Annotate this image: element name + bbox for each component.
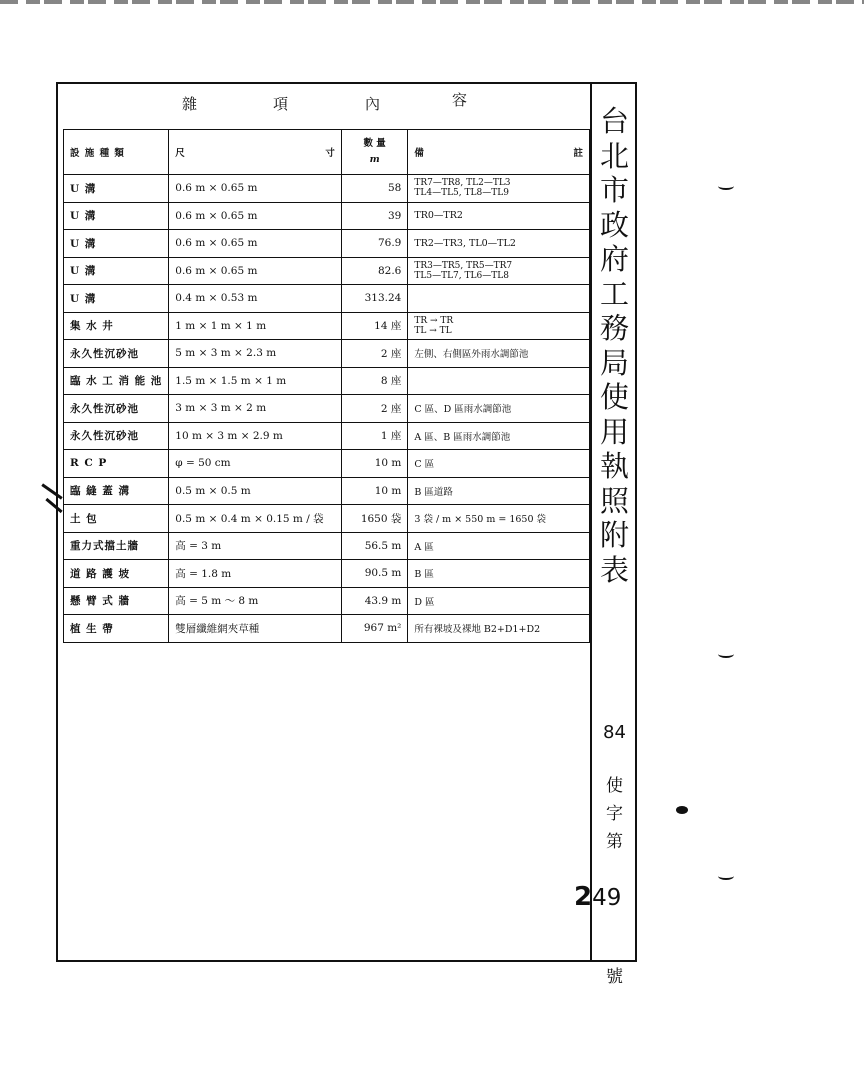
permit-di: 第: [606, 832, 623, 852]
qty-text: 2 座: [380, 347, 402, 360]
cell-size: [169, 175, 342, 203]
qty-text: 313.24: [364, 292, 402, 305]
type-text: 永久性沉砂池: [70, 402, 139, 415]
type-text: 臨 水 工 消 能 池: [70, 375, 163, 388]
size-text: 高 = 1.8 m: [175, 567, 232, 580]
table-row: [64, 367, 590, 395]
cell-qty: [341, 230, 408, 258]
permit-number-rest: 49: [592, 885, 622, 911]
col-size-left: 尺: [175, 148, 185, 159]
cell-note: [408, 257, 590, 285]
cell-note: [408, 175, 590, 203]
note-line-2: TL → TL: [414, 325, 452, 336]
qty-text: 58: [388, 182, 402, 195]
size-text: 5 m × 3 m × 2.3 m: [175, 347, 277, 360]
permit-prefix: [592, 772, 637, 856]
cell-type: [64, 202, 169, 230]
cell-note: [408, 395, 590, 423]
cell-note: [408, 285, 590, 313]
cell-note: [408, 505, 590, 533]
type-text: U 溝: [70, 265, 97, 278]
vertical-title-char: 台: [599, 104, 629, 138]
cell-note: [408, 367, 590, 395]
cell-size: [169, 587, 342, 615]
col-type: 設 施 種 類: [64, 130, 169, 175]
note-text: A 區: [414, 541, 434, 553]
size-text: φ = 50 cm: [175, 457, 231, 470]
cell-type: [64, 505, 169, 533]
size-text: 0.6 m × 0.65 m: [175, 182, 258, 195]
table-row: [64, 422, 590, 450]
vertical-title-char: 照: [599, 483, 629, 518]
cell-qty: [341, 257, 408, 285]
cell-size: [169, 367, 342, 395]
cell-type: [64, 395, 169, 423]
vertical-title-char: 工: [599, 276, 629, 311]
cell-size: [169, 340, 342, 368]
type-text: R C P: [70, 457, 108, 470]
col-size-right: 寸: [325, 148, 335, 159]
note-line-2: TL5—TL7, TL6—TL8: [414, 270, 509, 281]
header-zaxiang: 雜: [182, 95, 198, 113]
header-rong: 容: [452, 91, 468, 109]
qty-text: 10 m: [374, 457, 402, 470]
cell-note: [408, 202, 590, 230]
cell-size: [169, 532, 342, 560]
vertical-title-char: 使: [599, 380, 629, 414]
cell-qty: [341, 367, 408, 395]
permit-number-prefix: 2: [574, 882, 593, 912]
col-qty-unit: m: [369, 154, 380, 165]
size-text: 1.5 m × 1.5 m × 1 m: [175, 374, 287, 387]
note-text: 左側、右側區外雨水調節池: [414, 349, 529, 361]
cell-qty: [341, 175, 408, 203]
type-text: 重力式擋土牆: [70, 540, 139, 553]
cell-type: [64, 615, 169, 643]
cell-type: [64, 230, 169, 258]
vertical-title-char: 市: [599, 173, 629, 207]
cell-size: [169, 230, 342, 258]
size-text: 高 = 3 m: [175, 540, 222, 553]
page-number: 84: [603, 722, 626, 743]
vertical-title-char: 政: [599, 207, 629, 242]
table-row: [64, 285, 590, 313]
cell-size: [169, 615, 342, 643]
cell-qty: [341, 560, 408, 588]
cell-note: [408, 532, 590, 560]
vertical-title-char: 附: [599, 518, 629, 552]
col-note-right: 註: [573, 148, 583, 159]
cell-type: [64, 587, 169, 615]
qty-text: 82.6: [377, 264, 402, 277]
type-text: 土 包: [70, 512, 98, 525]
qty-text: 90.5 m: [364, 567, 402, 580]
note-text: A 區、B 區雨水調節池: [414, 431, 511, 443]
binding-mark: [718, 182, 734, 190]
table-row: [64, 230, 590, 258]
cell-qty: [341, 312, 408, 340]
cell-qty: [341, 422, 408, 450]
note-line-1: TR3—TR5, TR5—TR7: [414, 260, 513, 271]
table-row: [64, 450, 590, 478]
binding-mark: [718, 872, 734, 880]
table-row: [64, 257, 590, 285]
cell-size: [169, 285, 342, 313]
ink-speck: [676, 806, 688, 814]
size-text: 雙層纖維網夾草種: [175, 622, 260, 635]
cell-note: [408, 477, 590, 505]
cell-size: [169, 477, 342, 505]
table-row: [64, 505, 590, 533]
type-text: U 溝: [70, 292, 97, 305]
cell-type: [64, 257, 169, 285]
cell-type: [64, 312, 169, 340]
vertical-title-char: 用: [599, 414, 629, 449]
qty-text: 56.5 m: [364, 539, 402, 552]
table-row: [64, 615, 590, 643]
size-text: 1 m × 1 m × 1 m: [175, 319, 267, 332]
col-qty: [341, 130, 408, 175]
cell-qty: [341, 202, 408, 230]
vertical-title-char: 局: [599, 345, 629, 380]
table-row: [64, 175, 590, 203]
table-row: [64, 395, 590, 423]
note-text: 所有裸坡及裸地 B2+D1+D2: [414, 624, 541, 636]
type-text: 道 路 護 坡: [70, 567, 130, 580]
size-text: 0.6 m × 0.65 m: [175, 237, 258, 250]
table-row: [64, 587, 590, 615]
size-text: 10 m × 3 m × 2.9 m: [175, 429, 283, 442]
size-text: 0.6 m × 0.65 m: [175, 209, 258, 222]
scan-edge: [0, 0, 864, 4]
note-text: C 區、D 區雨水調節池: [414, 404, 512, 416]
vertical-title-char: 執: [599, 449, 629, 483]
size-text: 高 = 5 m ～ 8 m: [175, 595, 259, 608]
vertical-title-char: 府: [599, 242, 629, 276]
cell-qty: [341, 505, 408, 533]
cell-qty: [341, 395, 408, 423]
cell-size: [169, 257, 342, 285]
type-text: 植 生 帶: [70, 622, 114, 635]
note-text: B 區: [414, 569, 434, 581]
cell-size: [169, 202, 342, 230]
col-size: [169, 130, 342, 175]
note-text: B 區道路: [414, 486, 453, 498]
cell-qty: [341, 532, 408, 560]
cell-type: [64, 532, 169, 560]
type-text: 臨 縫 蓋 溝: [70, 485, 130, 498]
cell-note: [408, 587, 590, 615]
qty-text: 1650 袋: [360, 512, 402, 525]
binding-mark: [718, 650, 734, 658]
cell-type: [64, 175, 169, 203]
cell-note: [408, 422, 590, 450]
cell-qty: [341, 340, 408, 368]
cell-type: [64, 560, 169, 588]
right-strip: [574, 82, 637, 987]
col-qty-label: 數 量: [363, 138, 386, 149]
qty-text: 14 座: [374, 320, 402, 333]
type-text: U 溝: [70, 237, 97, 250]
type-text: 懸 臂 式 牆: [70, 595, 130, 608]
qty-text: 10 m: [374, 484, 402, 497]
cell-size: [169, 312, 342, 340]
cell-qty: [341, 615, 408, 643]
type-text: 集 水 井: [70, 320, 114, 333]
table-row: [64, 312, 590, 340]
cell-note: [408, 450, 590, 478]
table-body: [64, 175, 590, 643]
cell-qty: [341, 450, 408, 478]
size-text: 0.5 m × 0.4 m × 0.15 m / 袋: [175, 512, 324, 525]
qty-text: 8 座: [380, 375, 402, 388]
vertical-title-char: 北: [599, 138, 629, 173]
table-row: [64, 477, 590, 505]
note-text: TR0—TR2: [414, 210, 463, 222]
facility-table: [63, 129, 590, 643]
permit-shi: 使: [606, 776, 623, 796]
note-text: C 區: [414, 459, 435, 471]
type-text: 永久性沉砂池: [70, 430, 139, 443]
vertical-title-char: 表: [599, 552, 629, 587]
type-text: U 溝: [70, 182, 97, 195]
size-text: 3 m × 3 m × 2 m: [175, 402, 267, 415]
qty-text: 39: [388, 209, 402, 222]
cell-note: [408, 340, 590, 368]
permit-zi: 字: [606, 804, 623, 824]
cell-note: [408, 230, 590, 258]
size-text: 0.6 m × 0.65 m: [175, 264, 258, 277]
qty-text: 967 m²: [363, 622, 402, 635]
col-note: [408, 130, 590, 175]
cell-qty: [341, 587, 408, 615]
cell-qty: [341, 477, 408, 505]
cell-type: [64, 285, 169, 313]
note-text: D 區: [414, 596, 435, 608]
qty-text: 76.9: [377, 237, 402, 250]
type-text: 永久性沉砂池: [70, 347, 139, 360]
vertical-title-char: 務: [599, 311, 629, 345]
cell-note: [408, 312, 590, 340]
qty-text: 1 座: [380, 430, 402, 443]
qty-text: 43.9 m: [364, 594, 402, 607]
cell-note: [408, 615, 590, 643]
table-row: [64, 560, 590, 588]
cell-type: [64, 422, 169, 450]
size-text: 0.5 m × 0.5 m: [175, 484, 251, 497]
table-header-row: [64, 130, 590, 175]
cell-size: [169, 422, 342, 450]
cell-size: [169, 560, 342, 588]
note-text: TR2—TR3, TL0—TL2: [414, 237, 516, 249]
table-row: [64, 340, 590, 368]
cell-type: [64, 477, 169, 505]
cell-size: [169, 505, 342, 533]
section-header: [58, 85, 588, 129]
size-text: 0.4 m × 0.53 m: [175, 292, 258, 305]
cell-size: [169, 395, 342, 423]
header-xiang: 項: [273, 95, 289, 113]
permit-hao: 號: [606, 967, 623, 987]
cell-size: [169, 450, 342, 478]
cell-type: [64, 340, 169, 368]
permit-number: [574, 882, 654, 912]
cell-qty: [341, 285, 408, 313]
table-row: [64, 532, 590, 560]
qty-text: 2 座: [380, 402, 402, 415]
type-text: U 溝: [70, 210, 97, 223]
note-line-2: TL4—TL5, TL8—TL9: [414, 188, 509, 199]
cell-type: [64, 450, 169, 478]
table-row: [64, 202, 590, 230]
vertical-title: [592, 104, 637, 587]
cell-note: [408, 560, 590, 588]
cell-type: [64, 367, 169, 395]
note-line-1: TR7—TR8, TL2—TL3: [414, 178, 511, 189]
note-text: 3 袋 / m × 550 m = 1650 袋: [414, 514, 547, 526]
note-line-1: TR → TR: [414, 315, 454, 326]
col-note-left: 備: [414, 148, 424, 159]
header-nei: 內: [365, 95, 381, 113]
